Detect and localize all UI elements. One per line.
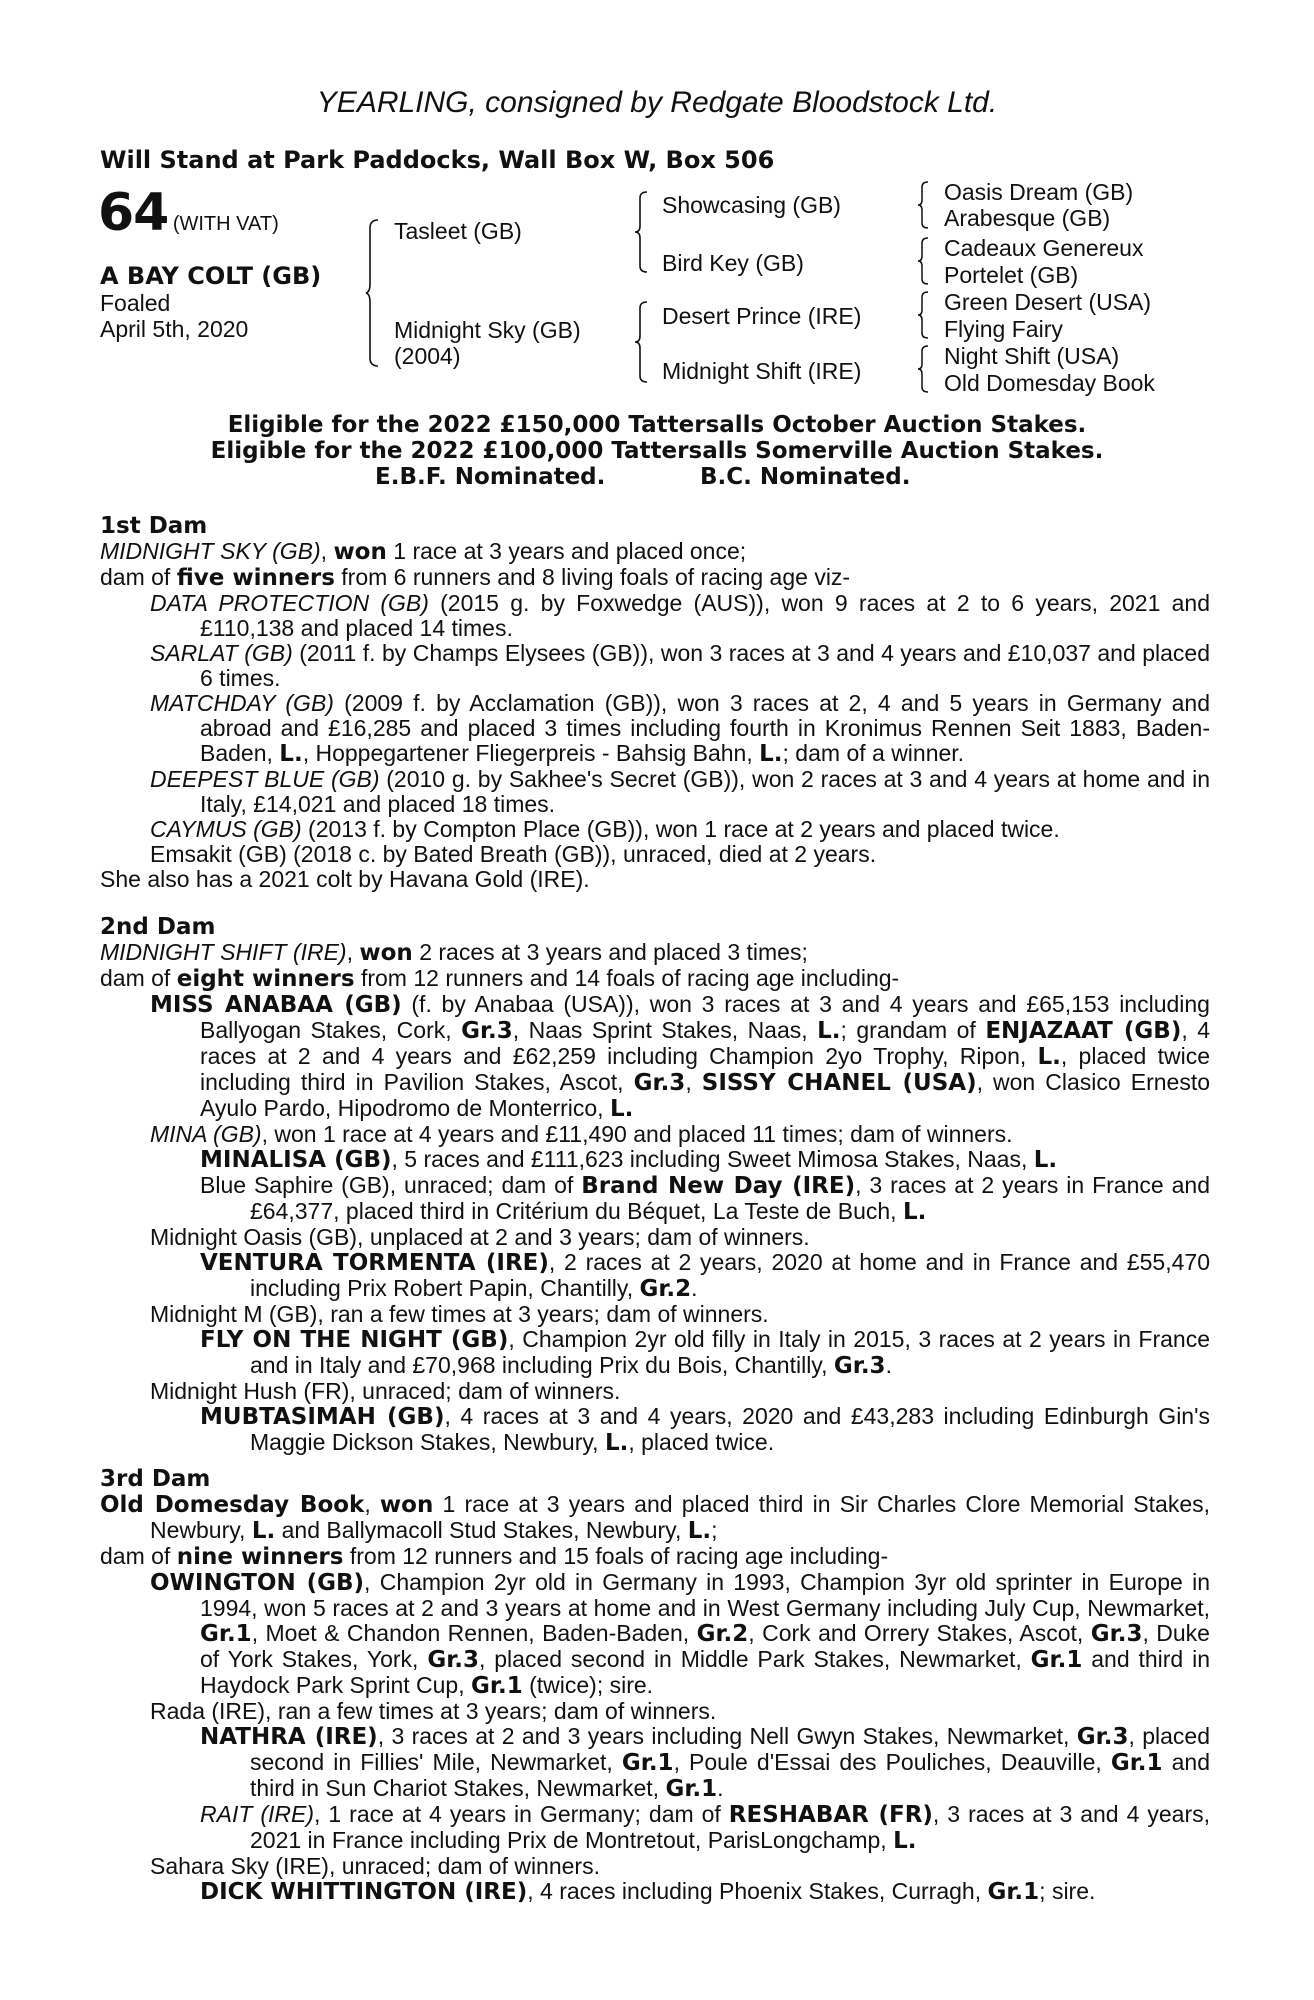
lot-number: 64: [98, 183, 169, 243]
text-run: NATHRA (IRE): [200, 1724, 378, 1750]
bc-nominated: B.C. Nominated.: [700, 464, 911, 490]
list-item: [100, 1879, 1210, 1905]
text-run: , Naas Sprint Stakes, Naas,: [512, 1017, 818, 1043]
text-run: won: [333, 539, 387, 565]
text-run: Midnight Oasis (GB), unplaced at 2 and 3 years; dam of winners.: [150, 1224, 810, 1250]
text-run: (f. by Anabaa (USA)), won 3 races at 3 and 4 years and £65,153 including Ballyogan Stakes, Cork,: [200, 991, 1210, 1043]
text-run: , 4 races at 3 and 4 years, 2020 and £43,283 including Edinburgh Gin's Maggie Dickson Stakes, Newbury,: [250, 1403, 1210, 1455]
text-run: RESHABAR (FR): [728, 1802, 933, 1828]
text-run: MIDNIGHT SKY (GB), won 1 race at 3 years and placed once;: [100, 538, 747, 565]
text-run: and third in Sun Chariot Stakes, Newmarket,: [250, 1749, 1210, 1801]
text-run: ENJAZAAT (GB): [985, 1018, 1182, 1044]
text-run: , 2 races at 2 years, 2020 at home and in France and £55,470 including Prix Robert Papin, Chantilly,: [250, 1249, 1210, 1301]
text-run: L.: [1037, 1044, 1061, 1070]
text-run: Gr.3: [461, 1018, 513, 1044]
list-item: [100, 817, 1210, 842]
sire-name: Tasleet (GB): [394, 218, 522, 244]
list-item: [100, 1724, 1210, 1802]
text-run: (2010 g. by Sakhee's Secret (GB)), won 2 races at 3 and 4 years at home and in Italy, £14,021 and placed 18 times.: [200, 766, 1211, 817]
text-run: MINALISA (GB): [200, 1147, 392, 1173]
text-run: Gr.3: [633, 1070, 686, 1096]
text-run: L.: [817, 1018, 841, 1044]
pedigree-brace-g3: [918, 290, 930, 340]
text-run: FLY ON THE NIGHT (GB): [200, 1327, 509, 1353]
eligibility-somerville: Eligible for the 2022 £100,000 Tattersalls Somerville Auction Stakes.: [210, 438, 1104, 464]
text-run: Gr.2: [639, 1276, 692, 1302]
text-run: and third in Haydock Park Sprint Cup,: [200, 1646, 1210, 1698]
text-run: Gr.3: [1076, 1724, 1129, 1750]
text-run: MATCHDAY (GB): [150, 690, 334, 716]
text-run: , 4 races including Phoenix Stakes, Curragh,: [527, 1878, 988, 1904]
text-run: , 5 races and £111,623 including Sweet Mimosa Stakes, Naas,: [391, 1146, 1034, 1172]
text-run: (2009 f. by Acclamation (GB)), won 3 races at 2, 4 and 5 years in Germany and abroad and £16,285 and placed 3 times including fourth in Kronimus Rennen Seit 1883, Baden-Baden,: [200, 690, 1210, 766]
text-run: MIDNIGHT SHIFT (IRE): [100, 939, 347, 965]
text-run: L.: [279, 741, 303, 767]
text-run: Gr.1: [1030, 1647, 1083, 1673]
text-run: , Duke of York Stakes, York,: [200, 1620, 1210, 1672]
text-run: CAYMUS (GB): [150, 816, 302, 842]
text-run: Midnight Hush (FR), unraced; dam of winners.: [150, 1378, 621, 1404]
horse-name: A BAY COLT (GB): [100, 262, 322, 290]
text-run: , Poule d'Essai des Pouliches, Deauville,: [673, 1749, 1111, 1775]
list-item: [100, 1327, 1210, 1379]
text-run: from 6 runners and 8 living foals of racing age viz-: [334, 564, 851, 590]
text-run: , Moet & Chandon Rennen, Baden-Baden,: [251, 1620, 697, 1646]
text-run: L.: [1033, 1147, 1058, 1173]
text-run: [100, 1492, 1210, 1544]
list-item: [100, 992, 1210, 1122]
text-run: , 3 races at 3 and 4 years, 2021 in France including Prix de Montretout, ParisLongchamp,: [250, 1801, 1210, 1853]
list-item: [100, 1173, 1210, 1225]
text-run: ; sire.: [1039, 1878, 1096, 1904]
text-run: from 12 runners and 14 foals of racing age including-: [354, 965, 900, 991]
page-title: YEARLING, consigned by Redgate Bloodstock Ltd.: [316, 86, 998, 119]
text-run: Gr.2: [696, 1621, 749, 1647]
text-run: , placed second in Middle Park Stakes, Newmarket,: [479, 1646, 1031, 1672]
ancestor-7: Night Shift (USA): [944, 343, 1120, 369]
text-run: SARLAT (GB): [150, 640, 293, 666]
pedigree-brace-main: [366, 218, 380, 368]
text-run: MISS ANABAA (GB): [150, 992, 402, 1018]
text-run: Gr.1: [987, 1879, 1040, 1905]
text-run: Gr.3: [1090, 1621, 1143, 1647]
text-run: , 3 races at 2 and 3 years including Nell Gwyn Stakes, Newmarket,: [377, 1723, 1077, 1749]
text-run: L.: [893, 1828, 917, 1854]
sire-dam: Bird Key (GB): [662, 250, 804, 276]
eligibility-october: Eligible for the 2022 £150,000 Tattersalls October Auction Stakes.: [227, 412, 1087, 438]
text-run: .: [885, 1352, 892, 1378]
list-item: [100, 1147, 1210, 1173]
text-run: and Ballymacoll Stud Stakes, Newbury,: [275, 1517, 688, 1543]
second-dam-heading: [100, 914, 1210, 940]
text-run: L.: [609, 1096, 634, 1122]
text-run: Blue Saphire (GB), unraced; dam of: [200, 1172, 582, 1198]
list-item: [100, 1379, 1210, 1404]
third-dam-heading: [100, 1466, 1210, 1492]
text-run: ; grandam of: [840, 1017, 986, 1043]
list-item: [100, 1404, 1210, 1456]
text-run: Gr.1: [1110, 1750, 1163, 1776]
text-run: dam of: [100, 1543, 177, 1569]
text-run: Midnight M (GB), ran a few times at 3 years; dam of winners.: [150, 1301, 769, 1327]
ancestor-1: Oasis Dream (GB): [944, 179, 1134, 205]
text-run: DEEPEST BLUE (GB): [150, 766, 380, 792]
text-run: from 12 runners and 15 foals of racing age including-: [343, 1543, 889, 1569]
dam-sire: Desert Prince (IRE): [662, 303, 862, 329]
pedigree-brace-g2: [918, 236, 930, 286]
text-run: Emsakit (GB) (2018 c. by Bated Breath (GB)), unraced, died at 2 years.: [150, 841, 877, 867]
text-run: 1st Dam: [100, 513, 208, 539]
foaled-date: April 5th, 2020: [100, 316, 249, 342]
list-item: [100, 767, 1210, 817]
text-run: 2nd Dam: [100, 914, 216, 940]
first-dam-section: [100, 513, 1210, 892]
list-item: [100, 1302, 1210, 1327]
text-run: , Champion 2yr old filly in Italy in 2015, 3 races at 2 years in France and in Italy and £70,968 including Prix du Bois, Chantilly,: [250, 1326, 1210, 1378]
text-run: , Cork and Orrery Stakes, Ascot,: [748, 1620, 1091, 1646]
text-run: 1 race at 3 years and placed third in Sir Charles Clore Memorial Stakes, Newbury,: [150, 1491, 1211, 1543]
pedigree-brace-dam: [635, 300, 649, 384]
list-item: [100, 1854, 1210, 1879]
text-run: MIDNIGHT SHIFT (IRE), won 2 races at 3 years and placed 3 times;: [100, 939, 808, 966]
list-item: [100, 1699, 1210, 1724]
text-run: [100, 565, 1210, 591]
text-run: (2015 g. by Foxwedge (AUS)), won 9 races at 2 to 6 years, 2021 and £110,138 and placed 14 times.: [200, 590, 1210, 641]
text-run: 3rd Dam: [100, 1466, 211, 1492]
ancestor-2: Arabesque (GB): [944, 205, 1111, 231]
text-run: , 1 race at 4 years in Germany; dam of: [314, 1801, 729, 1827]
text-run: Brand New Day (IRE): [581, 1173, 856, 1199]
text-run: DICK WHITTINGTON (IRE): [200, 1879, 528, 1905]
ancestor-3: Cadeaux Genereux: [944, 235, 1144, 261]
foaled-label: Foaled: [100, 290, 171, 316]
ancestor-8: Old Domesday Book: [944, 370, 1155, 396]
text-run: , 3 races at 2 years in France and £64,377, placed third in Critérium du Béquet, La Teste de Buch,: [250, 1172, 1210, 1224]
text-run: , placed second in Fillies' Mile, Newmarket,: [250, 1723, 1210, 1775]
text-run: (2013 f. by Compton Place (GB)), won 1 race at 2 years and placed twice.: [301, 816, 1060, 842]
ancestor-4: Portelet (GB): [944, 262, 1079, 288]
text-run: OWINGTON (GB): [150, 1570, 365, 1596]
text-run: L.: [687, 1518, 712, 1544]
text-run: Gr.1: [200, 1621, 252, 1647]
first-dam-heading: [100, 513, 1210, 539]
ancestor-6: Flying Fairy: [944, 316, 1063, 342]
text-run: Gr.1: [621, 1750, 674, 1776]
list-item: [100, 842, 1210, 867]
text-run: Old Domesday Book: [100, 1492, 365, 1518]
pedigree-brace-g1: [918, 180, 930, 230]
text-run: Gr.3: [833, 1353, 886, 1379]
sire-sire: Showcasing (GB): [662, 192, 841, 218]
text-run: Rada (IRE), ran a few times at 3 years; dam of winners.: [150, 1698, 717, 1724]
dam-name: Midnight Sky (GB): [394, 317, 581, 343]
text-run: DATA PROTECTION (GB): [150, 590, 429, 616]
text-run: L.: [251, 1518, 276, 1544]
text-run: ,: [364, 1491, 380, 1517]
text-run: , won Clasico Ernesto Ayulo Pardo, Hipodromo de Monterrico,: [200, 1069, 1211, 1121]
text-run: five winners: [176, 565, 335, 591]
text-run: She also has a 2021 colt by Havana Gold (IRE).: [100, 866, 590, 892]
text-run: , 4 races at 2 and 4 years and £62,259 including Champion 2yo Trophy, Ripon,: [200, 1017, 1210, 1069]
ebf-nominated: E.B.F. Nominated.: [375, 464, 606, 490]
text-run: , placed twice including third in Pavilion Stakes, Ascot,: [200, 1043, 1210, 1095]
ancestor-5: Green Desert (USA): [944, 289, 1152, 315]
text-run: MUBTASIMAH (GB): [200, 1404, 445, 1430]
text-run: ;: [711, 1517, 718, 1543]
text-run: (2011 f. by Champs Elysees (GB)), won 3 races at 3 and 4 years and £10,037 and placed 6 times.: [200, 640, 1210, 691]
text-run: won: [379, 1492, 434, 1518]
list-item: [100, 1802, 1210, 1854]
text-run: nine winners: [176, 1544, 344, 1570]
list-item: [100, 641, 1210, 691]
list-item: [100, 591, 1210, 641]
dam-name: MIDNIGHT SKY (GB): [100, 538, 321, 564]
text-run: , placed twice.: [628, 1429, 775, 1455]
text-run: eight winners: [176, 966, 355, 992]
text-run: won: [359, 940, 413, 966]
list-item: [100, 1570, 1210, 1699]
pedigree-brace-sire: [635, 190, 649, 274]
text-run: , Hoppegartener Fliegerpreis - Bahsig Bahn,: [302, 740, 760, 766]
text-run: [100, 1544, 1210, 1570]
third-dam-section: [100, 1466, 1210, 1905]
list-item: [100, 1225, 1210, 1250]
text-run: Gr.1: [471, 1673, 523, 1699]
text-run: Gr.1: [665, 1776, 718, 1802]
text-run: RAIT (IRE): [200, 1801, 315, 1827]
text-run: 1 race at 3 years and placed once;: [386, 538, 747, 564]
text-run: 2 races at 3 years and placed 3 times;: [412, 939, 808, 965]
text-run: .: [717, 1775, 724, 1801]
text-run: (twice); sire.: [522, 1672, 654, 1698]
lot-number-block: [98, 183, 279, 243]
dam-dam: Midnight Shift (IRE): [662, 358, 862, 384]
pedigree-brace-g4: [918, 344, 930, 394]
text-run: , won 1 race at 4 years and £11,490 and placed 11 times; dam of winners.: [261, 1121, 1013, 1147]
list-item: [100, 1122, 1210, 1147]
dam-year: (2004): [394, 343, 461, 369]
text-run: , Champion 2yr old in Germany in 1993, Champion 3yr old sprinter in Europe in 1994, won 5 races at 2 and 3 years at home and in West Germany including July Cup, Newmarket,: [200, 1569, 1210, 1621]
list-item: [100, 691, 1210, 767]
stand-location: Will Stand at Park Paddocks, Wall Box W, Box 506: [100, 146, 775, 174]
text-run: L.: [604, 1430, 629, 1456]
text-run: L.: [759, 741, 783, 767]
text-run: Gr.3: [427, 1647, 479, 1673]
list-item: [100, 1250, 1210, 1302]
text-run: ; dam of a winner.: [782, 740, 965, 766]
text-run: .: [691, 1275, 698, 1301]
text-run: dam of: [100, 965, 177, 991]
second-dam-section: [100, 914, 1210, 1456]
text-run: L.: [902, 1199, 927, 1225]
text-run: ,: [685, 1069, 702, 1095]
text-run: MINA (GB): [150, 1121, 262, 1147]
text-run: [100, 966, 1210, 992]
text-run: VENTURA TORMENTA (IRE): [200, 1250, 549, 1276]
list-item: [100, 867, 1210, 892]
vat-note: (WITH VAT): [172, 213, 279, 235]
text-run: Sahara Sky (IRE), unraced; dam of winners.: [150, 1853, 600, 1879]
text-run: SISSY CHANEL (USA): [701, 1070, 977, 1096]
text-run: dam of: [100, 564, 177, 590]
